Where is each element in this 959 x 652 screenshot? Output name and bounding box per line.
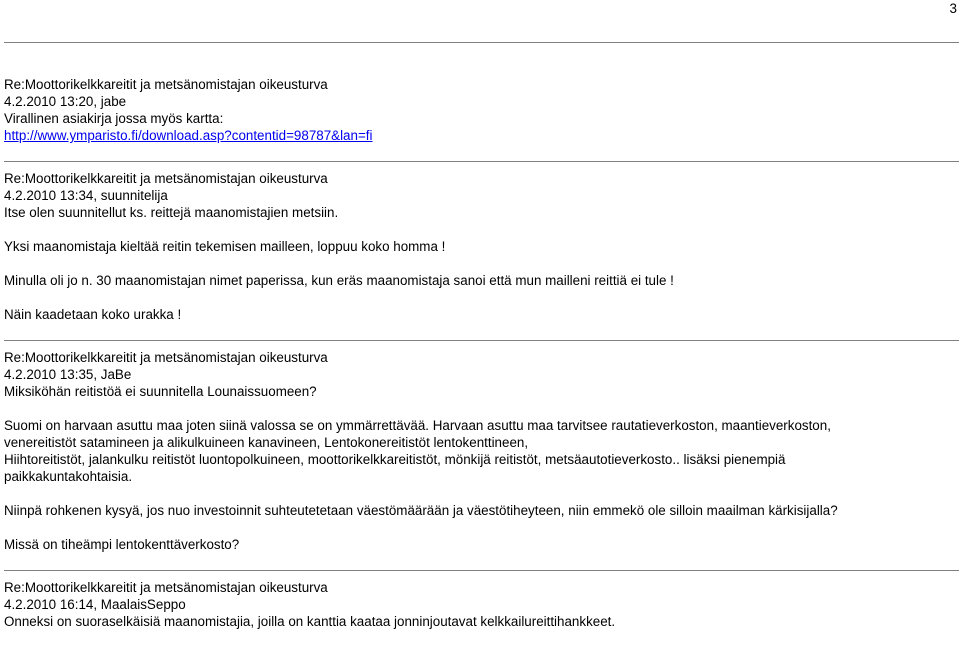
post-meta: 4.2.2010 13:20, jabe [4,94,127,109]
post-subject: Re:Moottorikelkkareitit ja metsänomistajan oikeusturva [4,580,328,595]
post-body-line: Niinpä rohkenen kysyä, jos nuo investoinnit suhteutetetaan väestömäärään ja väestötiheyteen, niin emmekö ole silloin maailman kärkisijalla? [4,503,838,518]
paragraph-gap [4,289,954,306]
post-body-line: Itse olen suunnitellut ks. reittejä maanomistajien metsiin. [4,205,339,220]
header-divider [4,42,959,43]
post-body-line: Onneksi on suoraselkäisiä maanomistajia, joilla on kanttia kaataa jonninjoutavat kelkkailureittihankkeet. [4,614,616,629]
forum-post [4,170,954,323]
post-meta: 4.2.2010 16:14, MaalaisSeppo [4,597,186,612]
post-body-line: Hiihtoreitistöt, jalankulku reitistöt luontopolkuineen, moottorikelkkareitistöt, mönkijä reitistöt, metsäautotieverkosto.. lisäksi pienempiä [4,452,786,467]
document-link[interactable]: http://www.ymparisto.fi/download.asp?contentid=98787&lan=fi [4,128,373,143]
post-divider [4,161,959,162]
post-body-line: Virallinen asiakirja jossa myös kartta: [4,111,224,126]
post-body-line: Suomi on harvaan asuttu maa joten siinä valossa se on ymmärrettävää. Harvaan asuttu maa tarvitsee rautatieverkoston, maantieverkoston, [4,418,831,433]
post-meta: 4.2.2010 13:34, suunnitelija [4,188,168,203]
post-subject: Re:Moottorikelkkareitit ja metsänomistajan oikeusturva [4,171,328,186]
post-divider [4,340,959,341]
post-subject: Re:Moottorikelkkareitit ja metsänomistajan oikeusturva [4,77,328,92]
post-divider [4,570,959,571]
forum-thread [4,76,954,630]
post-body-line: Yksi maanomistaja kieltää reitin tekemisen mailleen, loppuu koko homma ! [4,239,446,254]
post-meta: 4.2.2010 13:35, JaBe [4,367,132,382]
post-body-line: Missä on tiheämpi lentokenttäverkosto? [4,537,240,552]
paragraph-gap [4,255,954,272]
forum-post [4,579,954,630]
post-body-line: venereitistöt satamineen ja alikulkuineen kanavineen, Lentokonereitistöt lentokenttineen, [4,435,529,450]
forum-post [4,349,954,553]
post-body-line: Minulla oli jo n. 30 maanomistajan nimet paperissa, kun eräs maanomistaja sanoi että mun mailleni reittiä ei tule ! [4,273,674,288]
forum-post [4,76,954,144]
paragraph-gap [4,519,954,536]
paragraph-gap [4,400,954,417]
paragraph-gap [4,221,954,238]
page-number: 3 [949,1,957,16]
paragraph-gap [4,485,954,502]
post-subject: Re:Moottorikelkkareitit ja metsänomistajan oikeusturva [4,350,328,365]
post-body-line: Miksiköhän reitistöä ei suunnitella Lounaissuomeen? [4,384,317,399]
post-body-line: Näin kaadetaan koko urakka ! [4,307,182,322]
post-body-line: paikkakuntakohtaisia. [4,469,133,484]
